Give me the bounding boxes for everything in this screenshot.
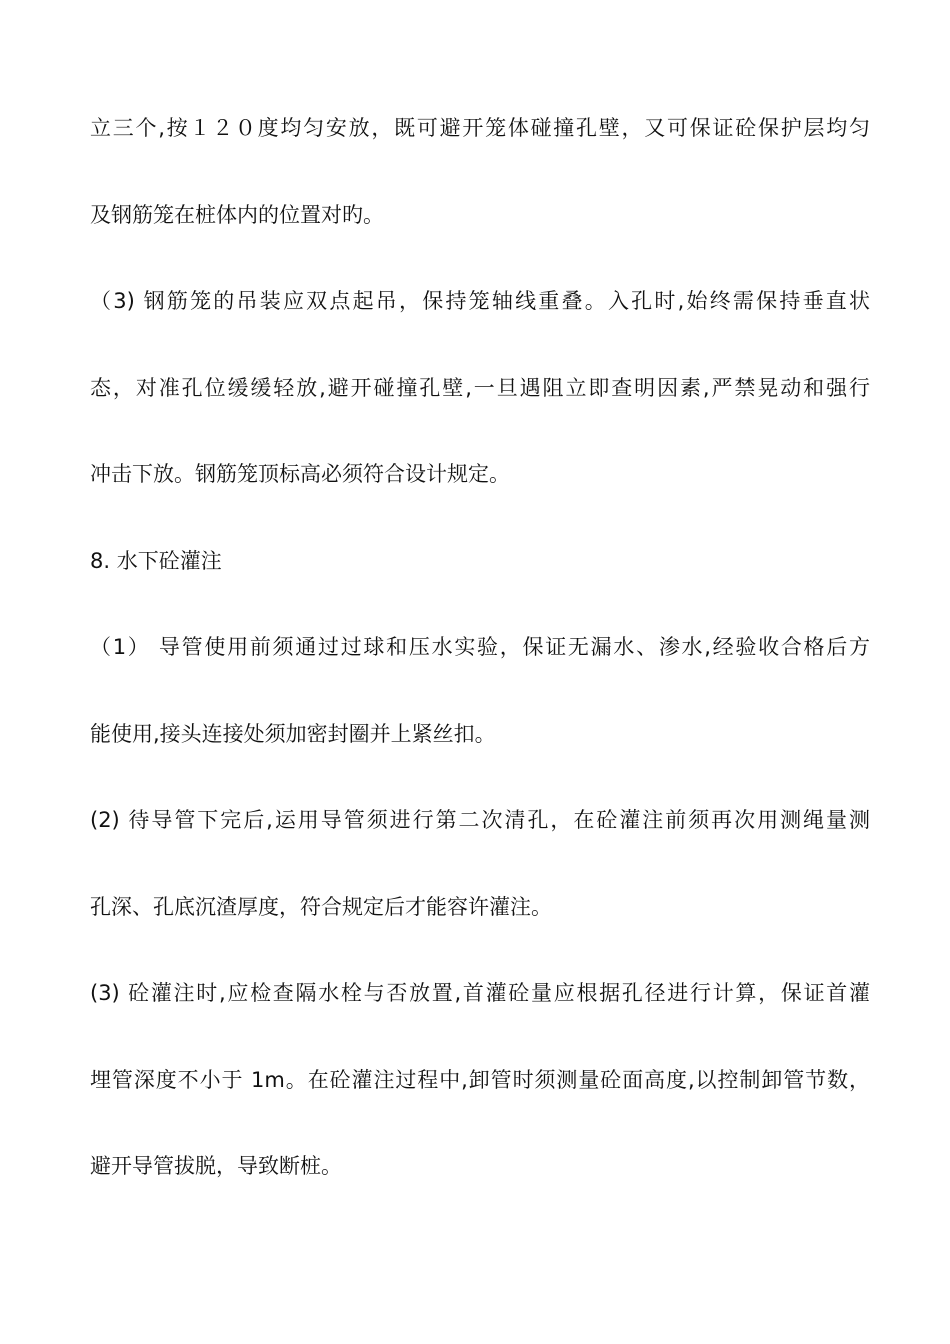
text-line: 避开导管拔脱，导致断桩。 [90,1154,342,1178]
text-line: （1） 导管使用前须通过过球和压水实验，保证无漏水、渗水,经验收合格后方 [90,635,870,659]
text-line: 孔深、孔底沉渣厚度，符合规定后才能容许灌注。 [90,895,552,919]
section-heading: 8. 水下砼灌注 [90,549,222,573]
text-line: (2) 待导管下完后,运用导管须进行第二次清孔，在砼灌注前须再次用测绳量测 [90,808,870,832]
text-line: 立三个,按１２０度均匀安放，既可避开笼体碰撞孔壁，又可保证砼保护层均匀 [90,116,870,140]
text-line: 及钢筋笼在桩体内的位置对旳。 [90,203,384,227]
text-line: 埋管深度不小于 1m。在砼灌注过程中,卸管时须测量砼面高度,以控制卸管节数， [90,1068,870,1092]
text-line: 态，对准孔位缓缓轻放,避开碰撞孔壁,一旦遇阻立即查明因素,严禁晃动和强行 [90,376,870,400]
text-line: 冲击下放。钢筋笼顶标高必须符合设计规定。 [90,462,510,486]
text-line: （3) 钢筋笼的吊装应双点起吊，保持笼轴线重叠。入孔时,始终需保持垂直状 [90,289,870,313]
text-line: (3) 砼灌注时,应检查隔水栓与否放置,首灌砼量应根据孔径进行计算，保证首灌 [90,981,870,1005]
text-line: 能使用,接头连接处须加密封圈并上紧丝扣。 [90,722,496,746]
